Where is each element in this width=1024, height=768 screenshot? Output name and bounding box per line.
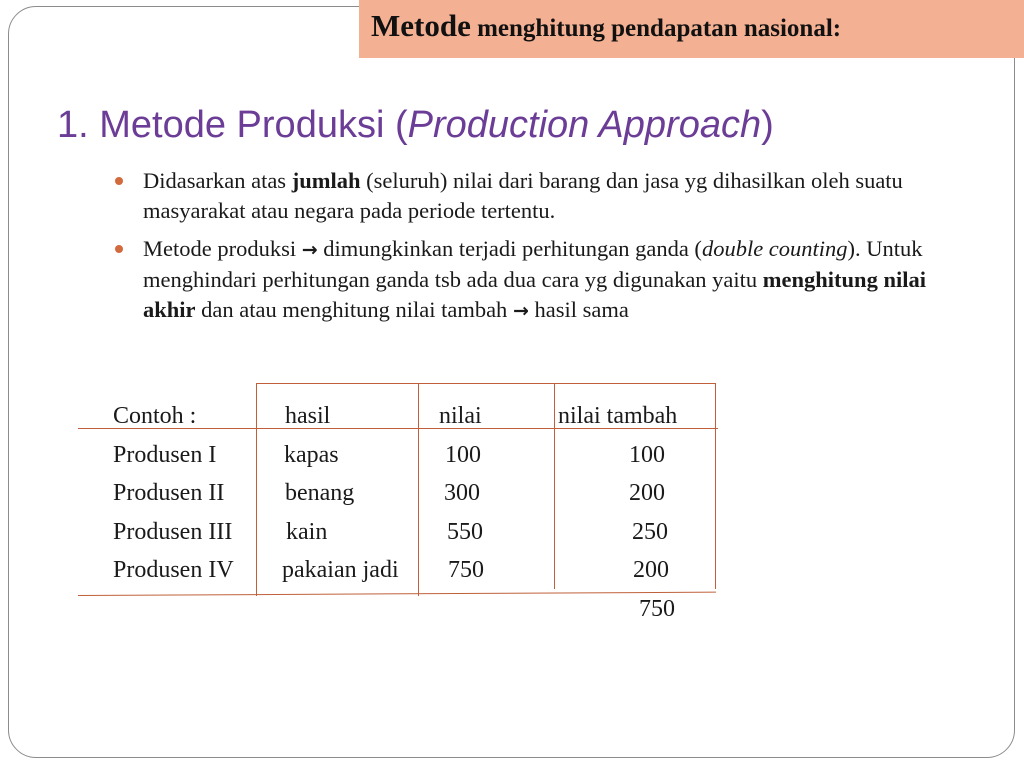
arrow-right-icon: → — [301, 239, 318, 261]
row-4-nilai: 750 — [448, 557, 484, 583]
bullet-item-1 — [113, 166, 983, 226]
bullet-1-text-b: (seluruh) nilai dari barang dan jasa yg dihasilkan oleh suatu masyarakat atau negara pada periode tertentu. — [143, 168, 903, 223]
bullet-item-2 — [113, 234, 983, 326]
bullet-2-text-a: Metode produksi — [143, 236, 302, 261]
row-3-tambah: 250 — [632, 519, 668, 545]
row-1-tambah: 100 — [629, 442, 665, 468]
bullet-1-text-a: Didasarkan atas — [143, 168, 292, 193]
row-3-hasil: kain — [286, 519, 328, 545]
header-nilai: nilai — [439, 403, 482, 429]
arrow-right-icon: → — [512, 300, 529, 322]
total-value: 750 — [639, 596, 675, 622]
title-italic: Production Approach — [407, 104, 762, 146]
row-2-tambah: 200 — [629, 480, 665, 506]
row-3-produsen: Produsen III — [113, 519, 233, 545]
page-title — [57, 104, 774, 147]
title-close: ) — [761, 104, 774, 146]
header-banner — [359, 0, 1024, 58]
bullet-2-text-d: dan atau menghitung nilai tambah — [195, 297, 513, 322]
row-1-produsen: Produsen I — [113, 442, 217, 468]
bullet-1-bold: jumlah — [291, 168, 361, 193]
bullet-2-text-b: dimungkinkan terjadi perhitungan ganda ( — [317, 236, 702, 261]
bullet-list — [113, 166, 983, 334]
row-2-hasil: benang — [285, 480, 355, 506]
banner-word-metode: Metode — [371, 8, 471, 43]
header-hasil: hasil — [285, 403, 331, 429]
row-2-produsen: Produsen II — [113, 480, 225, 506]
bullet-2-bold: menghitung nilai akhir — [143, 267, 926, 322]
row-4-hasil: pakaian jadi — [282, 557, 399, 583]
header-nilai-tambah: nilai tambah — [558, 403, 678, 429]
row-1-nilai: 100 — [445, 442, 481, 468]
title-main: 1. Metode Produksi ( — [57, 104, 408, 146]
bullet-2-text-c: ). Untuk menghindari perhitungan ganda tsb ada dua cara yg digunakan yaitu — [143, 236, 923, 292]
row-3-nilai: 550 — [447, 519, 483, 545]
bullet-2-italic: double counting — [701, 236, 848, 261]
banner-rest: menghitung pendapatan nasional: — [477, 15, 842, 42]
row-2-nilai: 300 — [444, 480, 480, 506]
row-4-produsen: Produsen IV — [113, 557, 234, 583]
row-1-hasil: kapas — [284, 442, 339, 468]
bullet-2-text-e: hasil sama — [528, 297, 629, 322]
row-4-tambah: 200 — [633, 557, 669, 583]
header-label: Contoh : — [113, 403, 197, 429]
